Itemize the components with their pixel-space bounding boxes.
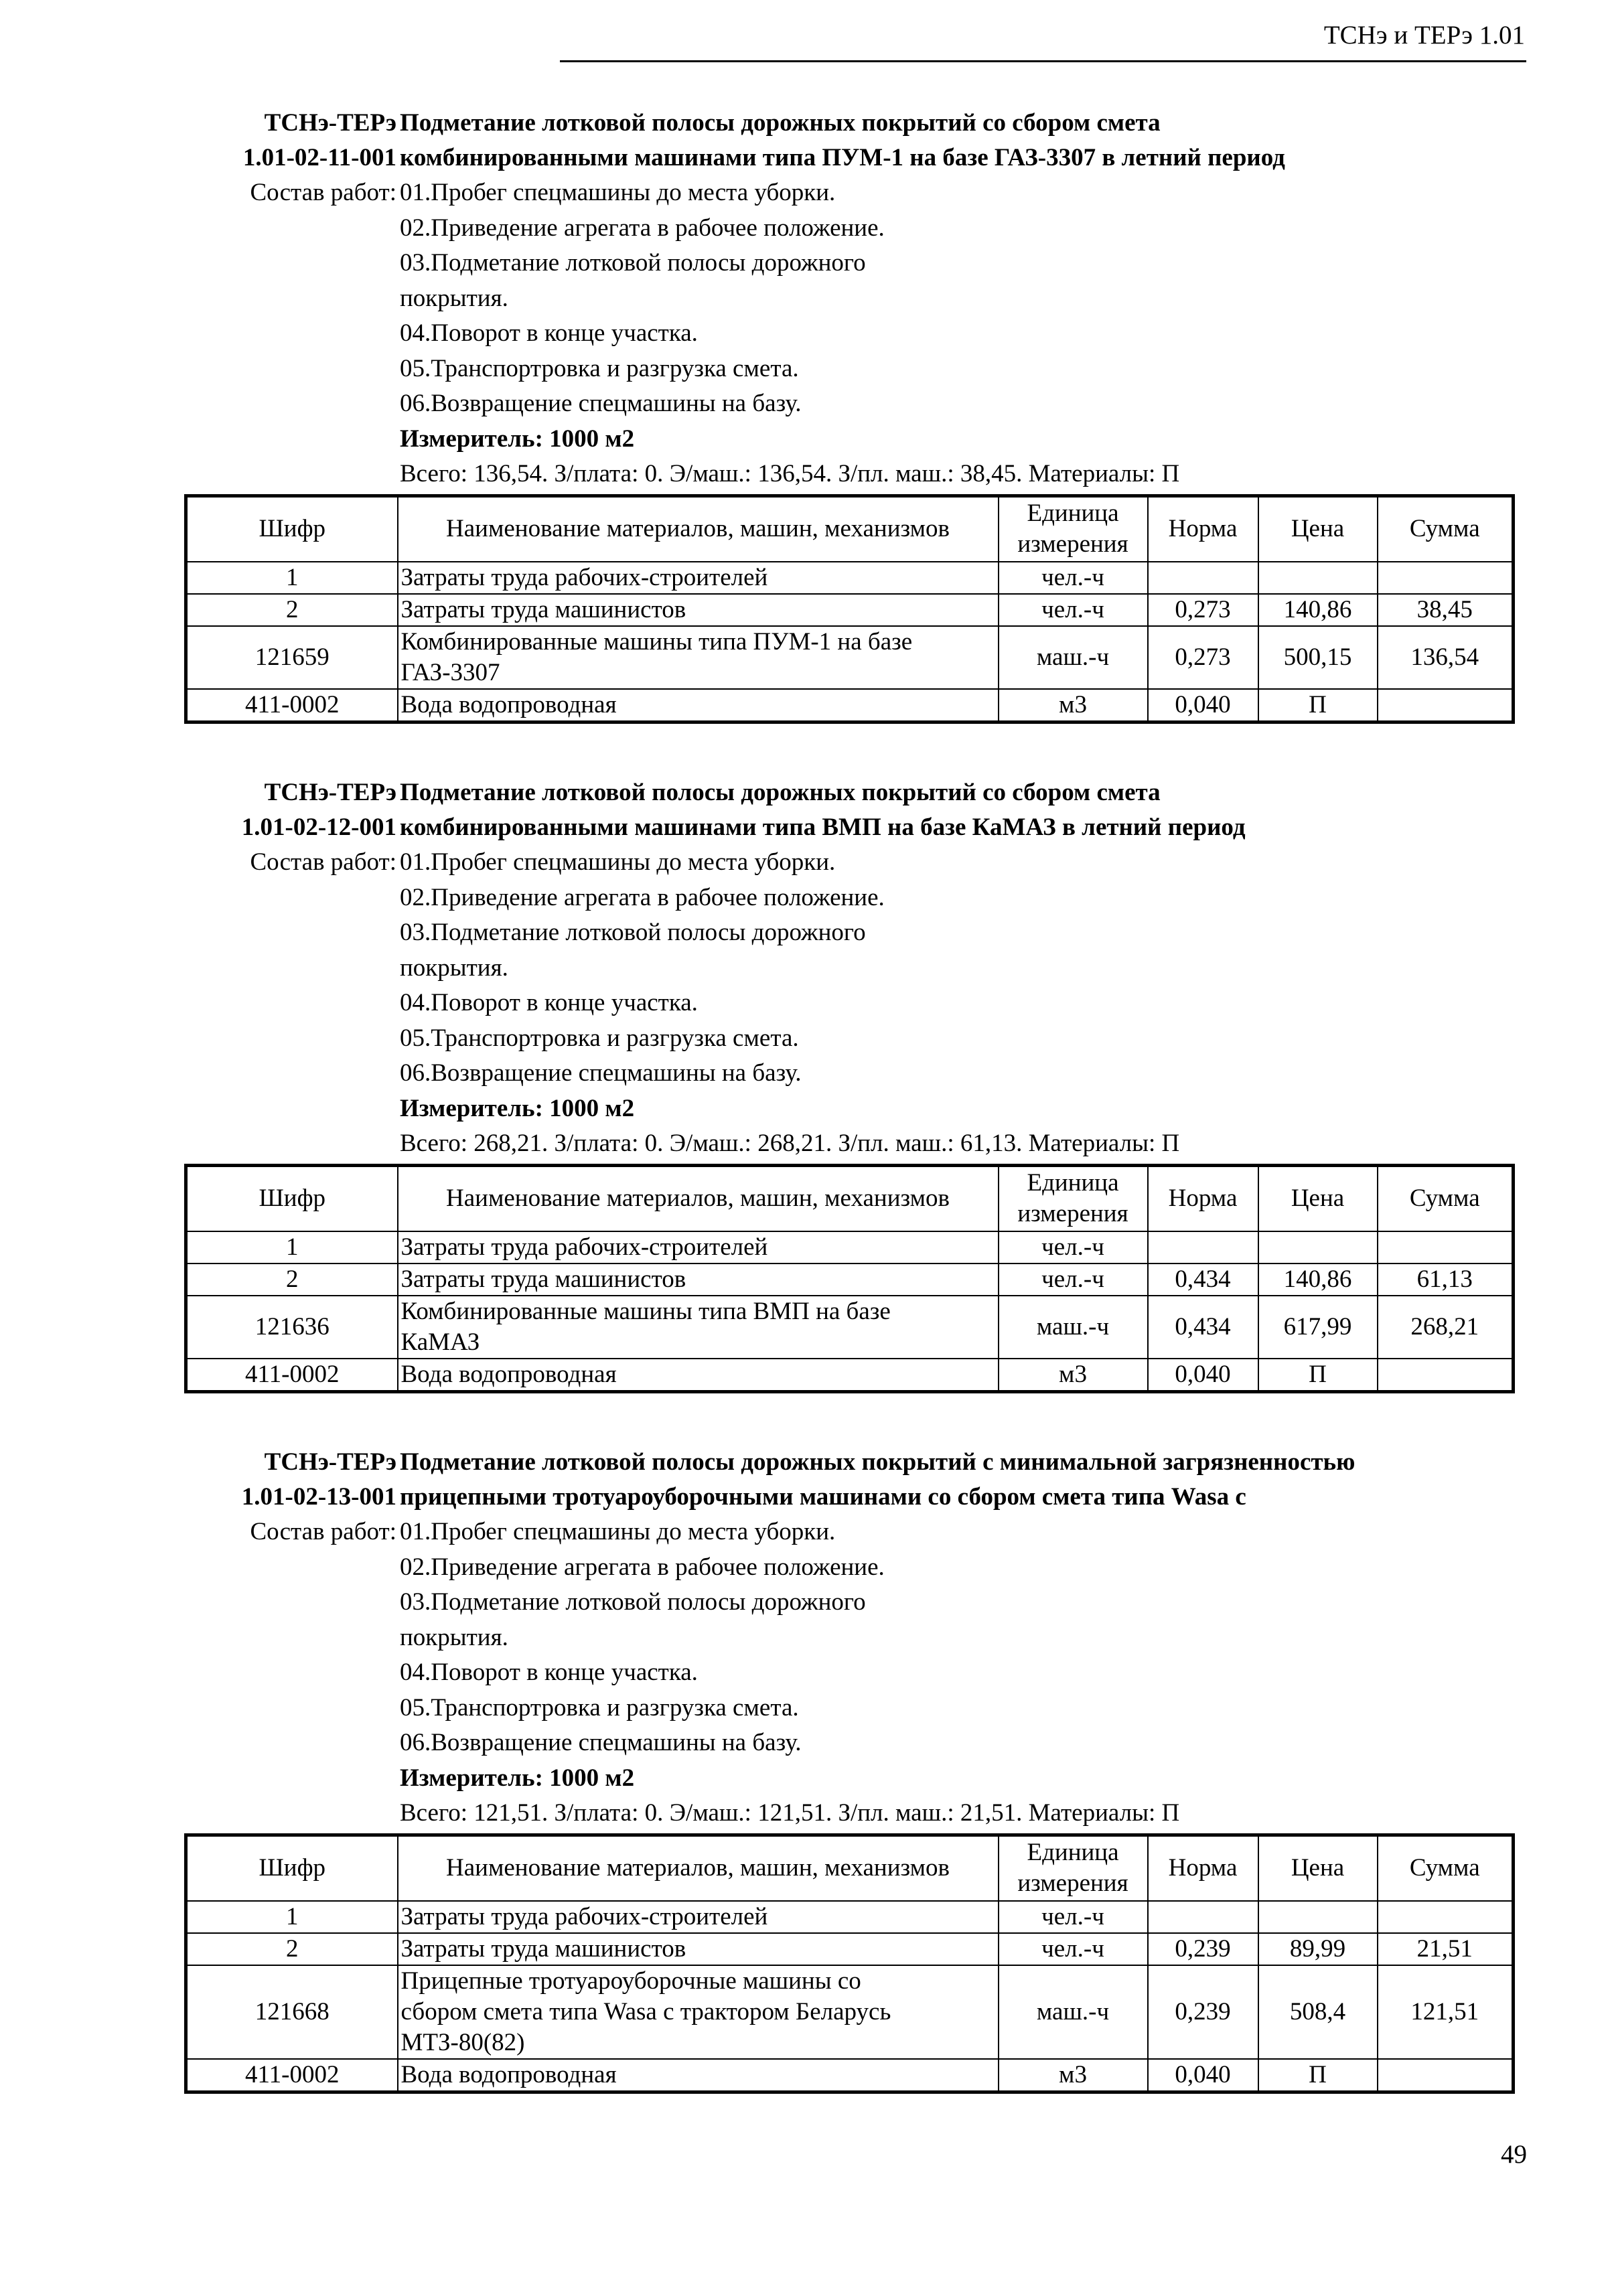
cell-sum: 38,45 bbox=[1378, 594, 1514, 626]
col-unit: Единица измерения bbox=[999, 496, 1148, 562]
cell-name: Затраты труда рабочих-строителей bbox=[398, 1901, 999, 1933]
cell-norm: 0,040 bbox=[1148, 1359, 1258, 1392]
col-sum: Сумма bbox=[1378, 496, 1514, 562]
col-name: Наименование материалов, машин, механизмов bbox=[398, 496, 999, 562]
section-title-line1: Подметание лотковой полосы дорожных покрытий со сбором смета bbox=[400, 109, 1161, 137]
cell-norm bbox=[1148, 562, 1258, 594]
cell-name: Прицепные тротуароуборочные машины со сбором смета типа Wasa с трактором Беларусь МТЗ-80(82) bbox=[398, 1965, 999, 2059]
resources-table bbox=[184, 494, 1515, 724]
col-name: Наименование материалов, машин, механизмов bbox=[398, 1166, 999, 1231]
cell-price bbox=[1258, 562, 1378, 594]
table-row bbox=[186, 689, 1514, 722]
col-norm: Норма bbox=[1148, 1835, 1258, 1901]
table-header-row bbox=[186, 1166, 1514, 1231]
col-name: Наименование материалов, машин, механизмов bbox=[398, 1835, 999, 1901]
cell-norm: 0,040 bbox=[1148, 689, 1258, 722]
cell-code: 121636 bbox=[186, 1296, 398, 1359]
cell-unit: чел.-ч bbox=[999, 1901, 1148, 1933]
cell-unit: маш.-ч bbox=[999, 1965, 1148, 2059]
cell-code: 411-0002 bbox=[186, 2059, 398, 2092]
cell-price: 500,15 bbox=[1258, 626, 1378, 689]
cell-name: Вода водопроводная bbox=[398, 1359, 999, 1392]
cell-code: 121659 bbox=[186, 626, 398, 689]
cell-code: 411-0002 bbox=[186, 689, 398, 722]
step: 05.Транспортровка и разгрузка смета. bbox=[400, 1024, 799, 1052]
cell-unit: маш.-ч bbox=[999, 626, 1148, 689]
cell-norm: 0,040 bbox=[1148, 2059, 1258, 2092]
table-row bbox=[186, 594, 1514, 626]
cell-unit: чел.-ч bbox=[999, 594, 1148, 626]
measure-unit: Измеритель: 1000 м2 bbox=[400, 1764, 635, 1792]
step: 03.Подметание лотковой полосы дорожного bbox=[400, 919, 866, 946]
section-title-line1: Подметание лотковой полосы дорожных покрытий со сбором смета bbox=[400, 779, 1161, 806]
cell-sum: 21,51 bbox=[1378, 1933, 1514, 1965]
cell-unit: м3 bbox=[999, 689, 1148, 722]
step: 06.Возвращение спецмашины на базу. bbox=[400, 1059, 802, 1087]
cell-price: 140,86 bbox=[1258, 594, 1378, 626]
section-title-line2: комбинированными машинами типа ПУМ-1 на базе ГАЗ-3307 в летний период bbox=[400, 144, 1285, 171]
table-row bbox=[186, 1965, 1514, 2059]
col-code: Шифр bbox=[186, 496, 398, 562]
cell-price bbox=[1258, 1231, 1378, 1264]
step: 01.Пробег спецмашины до места уборки. bbox=[400, 1518, 836, 1545]
resources-table bbox=[184, 1833, 1515, 2094]
cell-name: Вода водопроводная bbox=[398, 689, 999, 722]
table-row bbox=[186, 1359, 1514, 1392]
cell-code: 411-0002 bbox=[186, 1359, 398, 1392]
totals-line: Всего: 121,51. З/плата: 0. Э/маш.: 121,51. З/пл. маш.: 21,51. Материалы: П bbox=[400, 1799, 1180, 1827]
step: 01.Пробег спецмашины до места уборки. bbox=[400, 179, 836, 206]
cell-norm: 0,239 bbox=[1148, 1965, 1258, 2059]
cell-price: 508,4 bbox=[1258, 1965, 1378, 2059]
cell-unit: чел.-ч bbox=[999, 1264, 1148, 1296]
cell-code: 1 bbox=[186, 1901, 398, 1933]
cell-unit: м3 bbox=[999, 1359, 1148, 1392]
cell-norm bbox=[1148, 1901, 1258, 1933]
cell-sum bbox=[1378, 1901, 1514, 1933]
work-label: Состав работ: bbox=[250, 848, 396, 876]
step: 06.Возвращение спецмашины на базу. bbox=[400, 1729, 802, 1756]
code-line1: ТСНэ-ТЕРэ bbox=[264, 109, 396, 137]
work-label: Состав работ: bbox=[250, 1518, 396, 1545]
table-row bbox=[186, 1231, 1514, 1264]
cell-sum: 136,54 bbox=[1378, 626, 1514, 689]
work-label: Состав работ: bbox=[250, 179, 396, 206]
table-row bbox=[186, 1933, 1514, 1965]
resources-table bbox=[184, 1164, 1515, 1393]
step: 06.Возвращение спецмашины на базу. bbox=[400, 390, 802, 417]
step: 03.Подметание лотковой полосы дорожного bbox=[400, 1588, 866, 1616]
step: 05.Транспортровка и разгрузка смета. bbox=[400, 354, 799, 382]
table-row bbox=[186, 626, 1514, 689]
table-row bbox=[186, 1901, 1514, 1933]
step: 02.Приведение агрегата в рабочее положение. bbox=[400, 1553, 885, 1581]
col-unit: Единица измерения bbox=[999, 1166, 1148, 1231]
work-steps bbox=[400, 1515, 1179, 1831]
table-row bbox=[186, 2059, 1514, 2092]
cell-name: Вода водопроводная bbox=[398, 2059, 999, 2092]
cell-price: 140,86 bbox=[1258, 1264, 1378, 1296]
totals-line: Всего: 268,21. З/плата: 0. Э/маш.: 268,21. З/пл. маш.: 61,13. Материалы: П bbox=[400, 1130, 1180, 1157]
cell-price: 89,99 bbox=[1258, 1933, 1378, 1965]
section-title-line2: комбинированными машинами типа ВМП на базе КаМАЗ в летний период bbox=[400, 814, 1246, 841]
cell-norm: 0,434 bbox=[1148, 1296, 1258, 1359]
cell-name: Затраты труда рабочих-строителей bbox=[398, 1231, 999, 1264]
cell-name: Затраты труда рабочих-строителей bbox=[398, 562, 999, 594]
col-unit: Единица измерения bbox=[999, 1835, 1148, 1901]
col-price: Цена bbox=[1258, 1166, 1378, 1231]
cell-norm: 0,273 bbox=[1148, 594, 1258, 626]
measure-unit: Измеритель: 1000 м2 bbox=[400, 425, 635, 453]
cell-norm: 0,434 bbox=[1148, 1264, 1258, 1296]
code-line1: ТСНэ-ТЕРэ bbox=[264, 779, 396, 806]
cell-sum: 61,13 bbox=[1378, 1264, 1514, 1296]
step: 04.Поворот в конце участка. bbox=[400, 1659, 698, 1686]
work-steps bbox=[400, 845, 1179, 1162]
section-code bbox=[189, 106, 396, 210]
code-line2: 1.01-02-11-001 bbox=[242, 144, 396, 171]
cell-unit: маш.-ч bbox=[999, 1296, 1148, 1359]
step: 02.Приведение агрегата в рабочее положение. bbox=[400, 214, 885, 242]
col-sum: Сумма bbox=[1378, 1166, 1514, 1231]
code-line1: ТСНэ-ТЕРэ bbox=[264, 1448, 396, 1476]
cell-norm: 0,239 bbox=[1148, 1933, 1258, 1965]
step: покрытия. bbox=[400, 1623, 508, 1651]
cell-norm: 0,273 bbox=[1148, 626, 1258, 689]
cell-price bbox=[1258, 1901, 1378, 1933]
code-line2: 1.01-02-13-001 bbox=[241, 1483, 396, 1511]
col-sum: Сумма bbox=[1378, 1835, 1514, 1901]
step: 03.Подметание лотковой полосы дорожного bbox=[400, 249, 866, 277]
totals-line: Всего: 136,54. З/плата: 0. Э/маш.: 136,54. З/пл. маш.: 38,45. Материалы: П bbox=[400, 460, 1180, 487]
section-title-line2: прицепными тротуароуборочными машинами со сбором смета типа Wasa с bbox=[400, 1483, 1246, 1511]
table-row bbox=[186, 562, 1514, 594]
cell-code: 1 bbox=[186, 562, 398, 594]
cell-code: 2 bbox=[186, 1264, 398, 1296]
section-title-line1: Подметание лотковой полосы дорожных покрытий с минимальной загрязненностью bbox=[400, 1448, 1355, 1476]
step: покрытия. bbox=[400, 284, 508, 312]
cell-name: Затраты труда машинистов bbox=[398, 1933, 999, 1965]
table-row bbox=[186, 1264, 1514, 1296]
cell-code: 2 bbox=[186, 1933, 398, 1965]
step: 04.Поворот в конце участка. bbox=[400, 319, 698, 347]
page-number: 49 bbox=[1501, 2140, 1527, 2169]
col-code: Шифр bbox=[186, 1166, 398, 1231]
cell-unit: м3 bbox=[999, 2059, 1148, 2092]
cell-sum: 121,51 bbox=[1378, 1965, 1514, 2059]
cell-unit: чел.-ч bbox=[999, 1231, 1148, 1264]
cell-sum bbox=[1378, 562, 1514, 594]
header-title: ТСНэ и ТЕРэ 1.01 bbox=[1323, 21, 1525, 50]
cell-code: 2 bbox=[186, 594, 398, 626]
cell-sum bbox=[1378, 1231, 1514, 1264]
step: 04.Поворот в конце участка. bbox=[400, 989, 698, 1016]
cell-price: П bbox=[1258, 689, 1378, 722]
step: 05.Транспортровка и разгрузка смета. bbox=[400, 1693, 799, 1721]
cell-code: 121668 bbox=[186, 1965, 398, 2059]
work-steps bbox=[400, 175, 1179, 492]
cell-sum bbox=[1378, 689, 1514, 722]
cell-name: Затраты труда машинистов bbox=[398, 594, 999, 626]
cell-name: Затраты труда машинистов bbox=[398, 1264, 999, 1296]
section-code bbox=[189, 775, 396, 880]
col-norm: Норма bbox=[1148, 1166, 1258, 1231]
header-rule bbox=[560, 60, 1526, 62]
table-header-row bbox=[186, 1835, 1514, 1901]
cell-unit: чел.-ч bbox=[999, 562, 1148, 594]
cell-name: Комбинированные машины типа ПУМ-1 на базе ГАЗ-3307 bbox=[398, 626, 999, 689]
cell-sum bbox=[1378, 1359, 1514, 1392]
table-header-row bbox=[186, 496, 1514, 562]
cell-sum bbox=[1378, 2059, 1514, 2092]
cell-norm bbox=[1148, 1231, 1258, 1264]
col-price: Цена bbox=[1258, 1835, 1378, 1901]
step: 02.Приведение агрегата в рабочее положение. bbox=[400, 883, 885, 911]
step: покрытия. bbox=[400, 953, 508, 982]
step: 01.Пробег спецмашины до места уборки. bbox=[400, 848, 836, 876]
code-line2: 1.01-02-12-001 bbox=[241, 814, 396, 841]
cell-name: Комбинированные машины типа ВМП на базе КаМАЗ bbox=[398, 1296, 999, 1359]
cell-price: П bbox=[1258, 2059, 1378, 2092]
col-code: Шифр bbox=[186, 1835, 398, 1901]
col-price: Цена bbox=[1258, 496, 1378, 562]
col-norm: Норма bbox=[1148, 496, 1258, 562]
cell-code: 1 bbox=[186, 1231, 398, 1264]
cell-unit: чел.-ч bbox=[999, 1933, 1148, 1965]
cell-price: 617,99 bbox=[1258, 1296, 1378, 1359]
section-code bbox=[189, 1445, 396, 1549]
cell-price: П bbox=[1258, 1359, 1378, 1392]
measure-unit: Измеритель: 1000 м2 bbox=[400, 1094, 635, 1122]
cell-sum: 268,21 bbox=[1378, 1296, 1514, 1359]
table-row bbox=[186, 1296, 1514, 1359]
